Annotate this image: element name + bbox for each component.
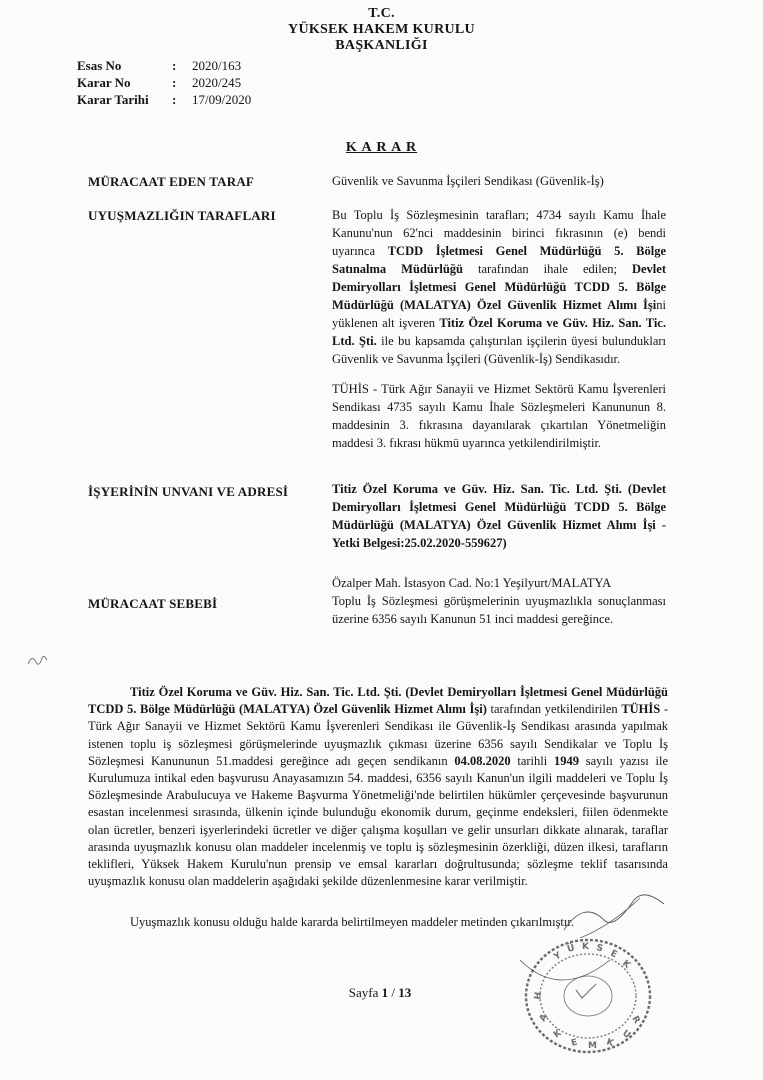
text-run: tarafından yetkilendirilen [486, 702, 622, 717]
header-institution: YÜKSEK HAKEM KURULU [288, 22, 475, 37]
text-run: ni yüklenen alt işveren [332, 298, 666, 330]
page-prefix: Sayfa [348, 985, 382, 1000]
svg-text:K: K [551, 1028, 564, 1041]
document-title: K A R A R [345, 140, 418, 155]
svg-text:Y: Y [552, 950, 564, 963]
page-sep: / [388, 985, 399, 1000]
decision-note: Uyuşmazlık konusu olduğu halde kararda belirtilmeyen maddeler metinden çıkarılmıştır. [130, 915, 574, 929]
bold-run: Titiz Özel Koruma ve Güv. Hiz. San. Tic. Ltd. Şti. (Devlet Demiryolları İşletmesi Genel Müdürlüğü TCDD 5. Bölge Müdürlüğü (MALATYA) Özel Güvenlik Hizmet Alımı İşi) [88, 685, 668, 717]
bold-run: Titiz Özel Koruma ve Güv. Hiz. San. Tic. Ltd. Şti. [332, 316, 666, 348]
svg-text:E: E [608, 948, 619, 961]
karar-no-label: Karar No [77, 75, 131, 90]
uyusmazlik-paragraph-1 [332, 206, 666, 368]
svg-text:U: U [620, 1028, 633, 1041]
sebep-value: Toplu İş Sözleşmesi görüşmelerinin uyuşmazlıkla sonuçlanması üzerine 6356 sayılı Kanunun 51 inci maddesi gereğince. [332, 594, 666, 626]
svg-text:E: E [570, 1037, 579, 1049]
text-run: Bu Toplu İş Sözleşmesinin tarafları; 4734 sayılı Kamu İhale Kanunu'nun 62'nci maddesinin birinci fıkrasının (e) bendi uyarınca [332, 208, 666, 258]
decision-paragraph [88, 684, 668, 890]
esas-no-label: Esas No [77, 58, 122, 73]
esas-no-value: 2020/163 [192, 58, 242, 73]
bold-run: 1949 [553, 753, 579, 768]
bold-run: Devlet Demiryolları İşletmesi Genel Müdürlüğü TCDD 5. Bölge Müdürlüğü (MALATYA) Özel Güvenlik Hizmet Alımı İşi [332, 262, 666, 312]
text-run: sayılı yazısı ile Kurulumuza intikal eden başvurusu Anayasamızın 54. maddesi, 6356 sayılı Kanun'un ilgili maddeleri ve Toplu İş Sözleşmesinde Arabulucuya ve Hakeme Başvurma Yönetmeliği'nde belirtilen hükümler çerçevesinde başvurunun esastan incelenmesi sırasında, ülkenin içinde bulunduğu ekonomik durum, geçinme endeksleri, fiilen ödenmekte olan ücretler, benzeri işyerlerindeki ücretler ve diğer çalışma koşulları ve gelir unsurları dikkate alınarak, taraflar arasında uyuşmazlık konusu olan maddeler incelenmiş ve toplu iş sözleşmesinin özerkliği, düzen ilkesi, tarafların teklifleri, Yüksek Hakem Kurulu'nun prensip ve emsal kararları doğrultusunda; sözleşme teklif tasarısında uyuşmazlık konusu olan maddelerin aşağıdaki şekilde düzenlenmesine karar verilmiştir. [88, 753, 669, 889]
uyusmazlik-paragraph-2: TÜHİS - Türk Ağır Sanayii ve Hizmet Sektörü Kamu İşverenleri Sendikası 4735 sayılı Kamu İhale Sözleşmeleri Kanununun 8. maddesinin 3. fıkrasına dayanılarak çıkartılan Yönetmeliğin maddesi 3. fıkrası hükmü uyarınca yetkilendirilmiştir. [332, 382, 666, 450]
karar-tarihi-value: 17/09/2020 [192, 92, 252, 107]
text-run: ile bu kapsamda çalıştırılan işçilerin üyesi bulundukları Güvenlik ve Savunma İşçileri (Güvenlik-İş) Sendikasıdır. [332, 334, 667, 366]
isyeri-address: Özalper Mah. İstasyon Cad. No:1 Yeşilyurt/MALATYA [332, 576, 612, 590]
karar-tarihi-sep: : [172, 92, 177, 107]
svg-text:Ü: Ü [566, 943, 576, 955]
muracaat-eden-value: Güvenlik ve Savunma İşçileri Sendikası (Güvenlik-İş) [332, 174, 604, 188]
text-run: tarihli [510, 753, 554, 768]
karar-tarihi-label: Karar Tarihi [77, 92, 149, 107]
svg-text:H: H [533, 991, 545, 1001]
page-current: 1 [381, 985, 389, 1000]
header-tc: T.C. [368, 6, 395, 21]
bold-run: 04.08.2020 [454, 753, 511, 768]
header-presidency: BAŞKANLIĞI [335, 38, 428, 53]
svg-text:K: K [582, 942, 589, 952]
esas-no-sep: : [172, 58, 177, 73]
karar-no-value: 2020/245 [192, 75, 242, 90]
margin-scribble [24, 650, 52, 672]
official-seal-icon [510, 930, 660, 1058]
uyusmazlik-label: UYUŞMAZLIĞIN TARAFLARI [88, 208, 276, 223]
svg-text:S: S [595, 943, 604, 955]
signature-scribble [560, 880, 680, 940]
isyeri-value: Titiz Özel Koruma ve Güv. Hiz. San. Tic. Ltd. Şti. (Devlet Demiryolları İşletmesi Genel Müdürlüğü TCDD 5. Bölge Müdürlüğü (MALATYA) Özel Güvenlik Hizmet Alımı İşi - Yetki Belgesi:25.02.2020-559627) [332, 482, 666, 550]
svg-text:M: M [588, 1041, 597, 1051]
bold-run: TÜHİS [621, 702, 661, 717]
bold-run: TCDD İşletmesi Genel Müdürlüğü 5. Bölge Satınalma Müdürlüğü [332, 244, 666, 276]
svg-text:K: K [605, 1037, 615, 1050]
karar-no-sep: : [172, 75, 177, 90]
sebep-label: MÜRACAAT SEBEBİ [88, 596, 218, 611]
svg-text:A: A [537, 1012, 551, 1024]
text-run: - Türk Ağır Sanayii ve Hizmet Sektörü Kamu İşverenleri Sendikası ile Güvenlik-İş Sendikası arasında yapılmak istenen toplu iş sözleşmesi görüşmelerinde uyuşmazlık çıkması üzerine 6356 sayılı Sendikalar ve Toplu İş Sözleşmesi Kanununun 51.maddesi gereğince adı geçen sendikanın [88, 702, 668, 768]
page-number [300, 985, 460, 1001]
page-total: 13 [398, 985, 412, 1000]
svg-text:R: R [629, 1014, 642, 1026]
isyeri-label: İŞYERİNİN UNVANI VE ADRESİ [88, 484, 289, 499]
svg-text:K: K [620, 958, 632, 971]
text-run: tarafından ihale edilen; [463, 262, 632, 276]
muracaat-eden-label: MÜRACAAT EDEN TARAF [88, 174, 255, 189]
